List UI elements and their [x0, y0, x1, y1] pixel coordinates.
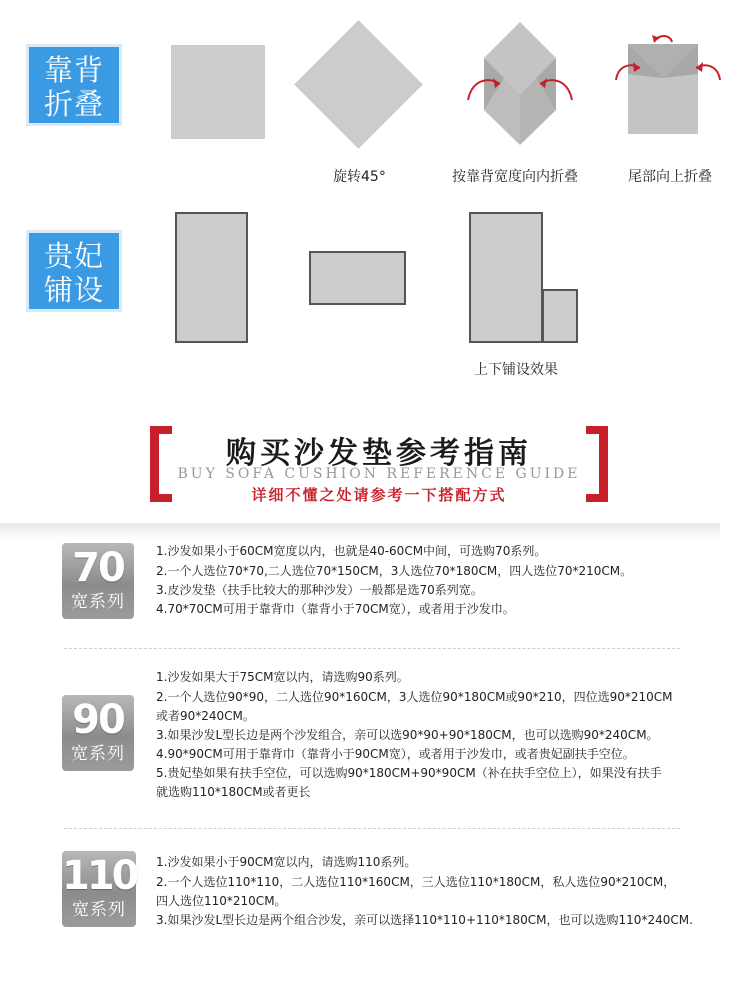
long-cushion: [175, 212, 248, 343]
series-70-line-2: 2.一个人选位70*70,二人选位70*150CM，3人选位70*180CM，四人选位70*210CM。: [156, 564, 633, 578]
lay-label-line2: 铺设: [43, 273, 104, 307]
series-90-line-3: 或者90*240CM。: [156, 709, 255, 723]
series-70-badge: [62, 543, 134, 619]
caption-rotate: 旋转45°: [333, 169, 386, 185]
guide-subtitle-cn: 详细不懂之处请参考一下搭配方式: [251, 486, 507, 504]
series-110-label: 宽系列: [72, 900, 126, 920]
fold-label-line1: 靠背: [43, 53, 104, 87]
series-110-number: 110: [62, 853, 137, 899]
series-110-line-1: 1.沙发如果小于90CM宽以内，请选购110系列。: [156, 855, 417, 869]
combined-short-cushion: [542, 289, 578, 343]
series-70-line-3: 3.皮沙发垫（扶手比较大的那种沙发）一般都是选70系列宽。: [156, 583, 483, 597]
right-bracket: [586, 426, 608, 502]
series-110-line-4: 3.如果沙发L型长边是两个组合沙发，亲可以选择110*110+110*180CM，也可以选购110*240CM.: [156, 913, 693, 927]
series-90-line-7: 就选购110*180CM或者更长: [156, 785, 311, 799]
caption-lay-effect: 上下铺设效果: [474, 362, 558, 378]
series-70-line-1: 1.沙发如果小于60CM宽度以内，也就是40-60CM中间，可选购70系列。: [156, 544, 547, 558]
fold-section-label: [26, 44, 122, 126]
series-90-badge: [62, 695, 134, 771]
series-90-line-4: 3.如果沙发L型长边是两个沙发组合，亲可以选90*90+90*180CM，也可以选购90*240CM。: [156, 728, 659, 742]
caption-tail-fold: 尾部向上折叠: [628, 169, 712, 185]
series-90-line-1: 1.沙发如果大于75CM宽以内，请选购90系列。: [156, 670, 409, 684]
series-90-number: 90: [72, 697, 124, 743]
series-110-line-2: 2.一个人选位110*110，二人选位110*160CM，三人选位110*180CM，私人选位90*210CM，: [156, 875, 676, 889]
series-90-line-2: 2.一个人选位90*90，二人选位90*160CM，3人选位90*180CM或90*210，四位选90*210CM: [156, 690, 673, 704]
series-90-line-5: 4.90*90CM可用于靠背巾（靠背小于90CM宽），或者用于沙发巾，或者贵妃副扶手空位。: [156, 747, 635, 761]
left-bracket: [150, 426, 172, 502]
square-cushion: [171, 45, 265, 139]
series-70-number: 70: [72, 545, 124, 591]
series-90-line-6: 5.贵妃垫如果有扶手空位，可以选购90*180CM+90*90CM（补在扶手空位上），如果没有扶手: [156, 766, 662, 780]
guide-title: 购买沙发垫参考指南: [226, 436, 532, 471]
fold-label-line2: 折叠: [43, 87, 104, 121]
series-70-label: 宽系列: [71, 592, 125, 612]
lay-section-label: [26, 230, 122, 312]
series-70-shadow: [0, 523, 720, 539]
guide-subtitle-en: BUY SOFA CUSHION REFERENCE GUIDE: [177, 466, 581, 482]
series-110-line-3: 四人选位110*210CM。: [156, 894, 287, 908]
short-cushion: [309, 251, 406, 305]
combined-long-cushion: [469, 212, 543, 343]
lay-label-line1: 贵妃: [43, 239, 104, 273]
caption-inward-fold: 按靠背宽度向内折叠: [452, 169, 578, 185]
series-110-badge: [62, 851, 136, 927]
divider-1: [64, 648, 680, 649]
side-fold-diagram: [460, 20, 580, 150]
rotated-cushion: [294, 20, 423, 149]
tail-fold-diagram: [612, 34, 724, 142]
series-70-line-4: 4.70*70CM可用于靠背巾（靠背小于70CM宽），或者用于沙发巾。: [156, 602, 515, 616]
divider-2: [64, 828, 680, 829]
series-90-label: 宽系列: [71, 744, 125, 764]
